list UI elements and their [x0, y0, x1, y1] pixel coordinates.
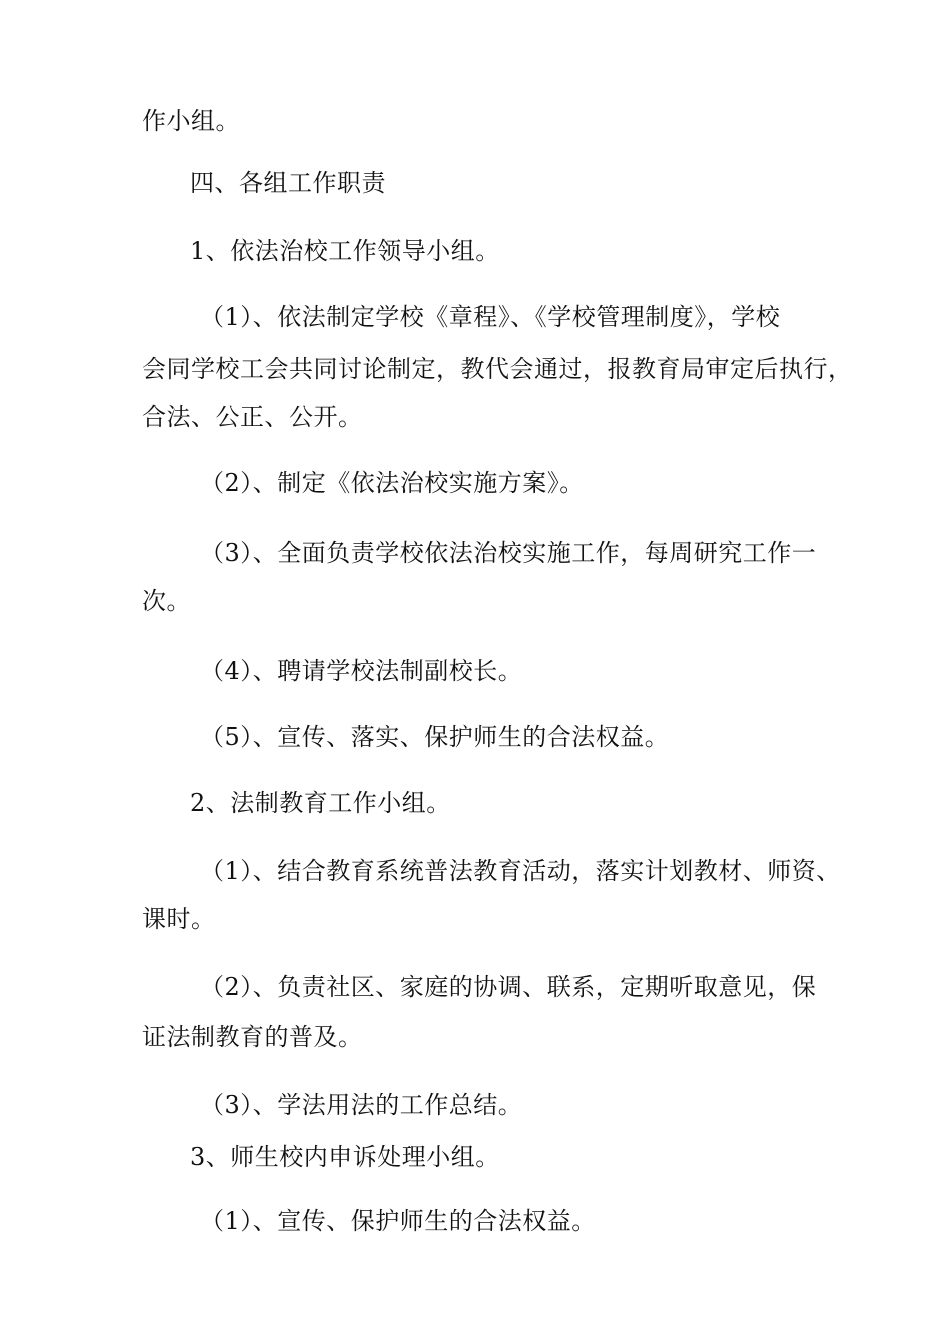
text-line: 合法、公正、公开。 [142, 403, 363, 431]
text-line: 次。 [142, 587, 191, 615]
text-line: 证法制教育的普及。 [142, 1023, 363, 1051]
subsection-heading: 2、法制教育工作小组。 [190, 789, 451, 817]
list-item: （5）、宣传、落实、保护师生的合法权益。 [200, 723, 670, 751]
text-line: 课时。 [142, 905, 216, 933]
list-item: （2）、负责社区、家庭的协调、联系，定期听取意见，保 [200, 973, 817, 1001]
section-heading: 四、各组工作职责 [190, 169, 386, 197]
list-item: （4）、聘请学校法制副校长。 [200, 657, 523, 685]
subsection-heading: 1、依法治校工作领导小组。 [190, 237, 500, 265]
subsection-heading: 3、师生校内申诉处理小组。 [190, 1143, 500, 1171]
text-line: 会同学校工会共同讨论制定，教代会通过，报教育局审定后执行， [142, 355, 853, 383]
list-item: （1）、宣传、保护师生的合法权益。 [200, 1207, 596, 1235]
list-item: （2）、制定《依法治校实施方案》。 [200, 469, 584, 497]
list-item: （1）、结合教育系统普法教育活动，落实计划教材、师资、 [200, 857, 841, 885]
list-item: （3）、全面负责学校依法治校实施工作，每周研究工作一 [200, 539, 817, 567]
list-item: （1）、依法制定学校《章程》、《学校管理制度》，学校 [200, 303, 781, 331]
text-line: 作小组。 [142, 107, 240, 135]
list-item: （3）、学法用法的工作总结。 [200, 1091, 523, 1119]
